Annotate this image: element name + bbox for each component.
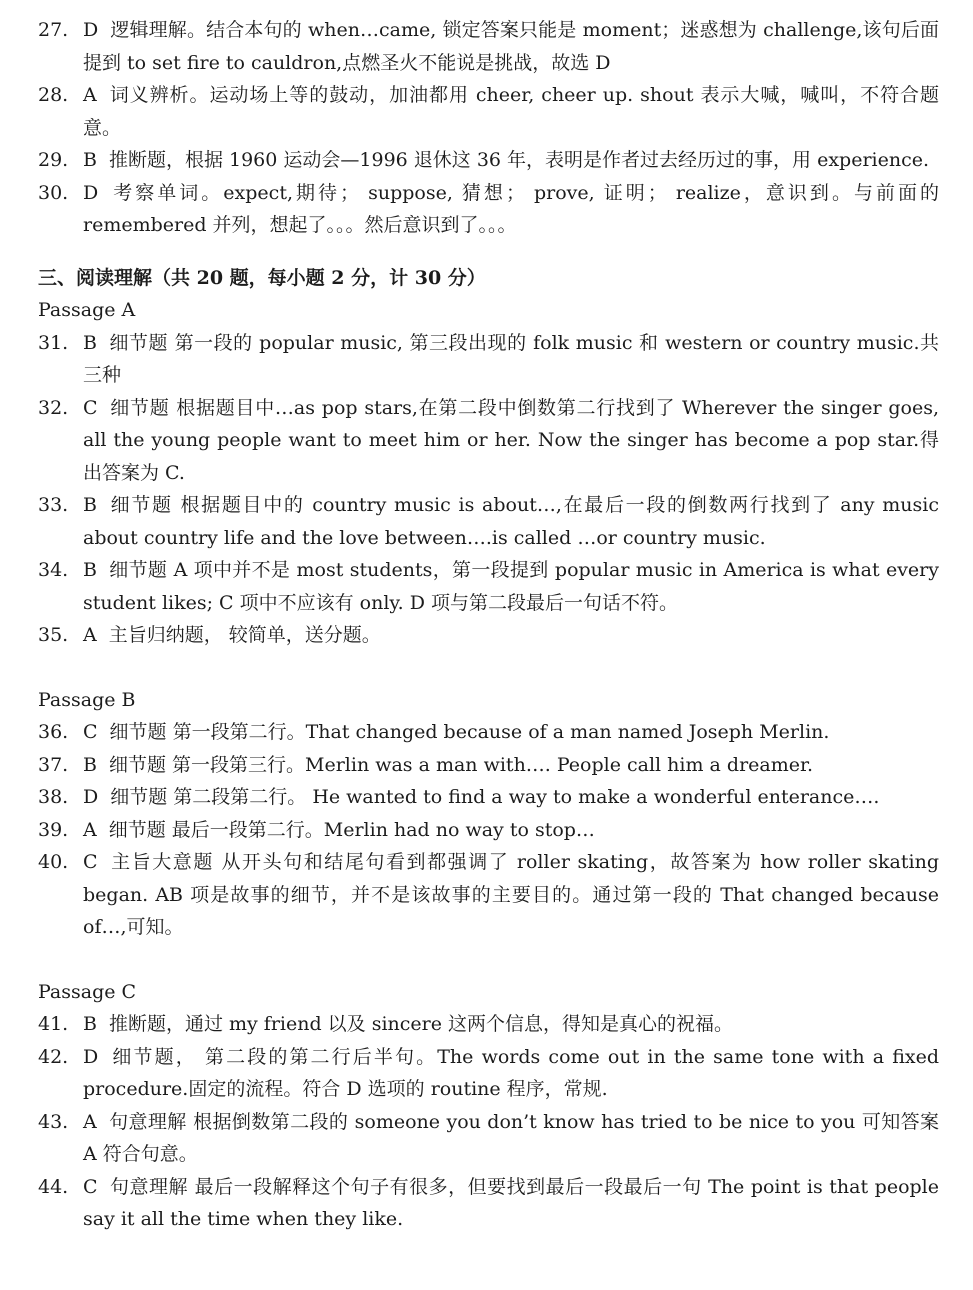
question-number: 33. bbox=[38, 494, 69, 516]
answer-letter: D bbox=[83, 19, 99, 41]
answer-letter: D bbox=[83, 786, 99, 808]
answer-item bbox=[0, 79, 973, 144]
answer-letter: A bbox=[83, 84, 97, 106]
answer-letter: A bbox=[83, 1110, 97, 1133]
answer-letter: D bbox=[83, 181, 99, 204]
answer-letter: C bbox=[83, 396, 98, 419]
answer-item bbox=[0, 814, 973, 847]
answer-item bbox=[0, 1171, 973, 1236]
question-number: 35. bbox=[38, 624, 69, 646]
answer-letter: C bbox=[83, 851, 98, 873]
explanation: 考察单词。expect,期待； suppose, 猜想； prove, 证明； realize，意识到。与前面的 remembered 并列，想起了。。。然后意识到了。。。 bbox=[83, 181, 939, 236]
explanation: 细节题 根据题目中的 country music is about…,在最后一段的倒数两行找到了 any music about country life and the love between….is called …or country music. bbox=[83, 494, 939, 549]
question-number: 37. bbox=[38, 753, 69, 776]
answer-letter: C bbox=[83, 721, 98, 743]
answer-item bbox=[0, 1041, 973, 1106]
answer-item bbox=[0, 716, 973, 749]
explanation: 主旨归纳题， 较简单，送分题。 bbox=[108, 624, 381, 646]
question-number: 41. bbox=[38, 1013, 69, 1035]
explanation: 细节题 最后一段第二行。Merlin had no way to stop… bbox=[108, 818, 595, 841]
question-number: 38. bbox=[38, 786, 69, 808]
answer-item bbox=[0, 846, 973, 944]
answer-letter: B bbox=[83, 149, 97, 171]
answer-letter: A bbox=[83, 624, 97, 646]
explanation: 推断题，通过 my friend 以及 sincere 这两个信息，得知是真心的祝福。 bbox=[108, 1013, 734, 1035]
answer-letter: B bbox=[83, 559, 97, 581]
question-number: 31. bbox=[38, 331, 69, 354]
explanation: 逻辑理解。结合本句的 when…came, 锁定答案只能是 moment；迷惑想为 challenge,该句后面提到 to set fire to cauldron,点燃圣火不能说是挑战，故选 D bbox=[83, 19, 939, 74]
explanation: 细节题 第二段第二行。 He wanted to find a way to make a wonderful enterance…. bbox=[110, 786, 880, 808]
explanation: 词义辨析。运动场上等的鼓动，加油都用 cheer, cheer up. shout 表示大喊，喊叫，不符合题意。 bbox=[83, 84, 939, 139]
answer-item bbox=[0, 781, 973, 814]
passage-b-answers bbox=[0, 716, 973, 944]
question-number: 40. bbox=[38, 851, 69, 873]
answer-item bbox=[0, 554, 973, 619]
answer-item bbox=[0, 327, 973, 392]
question-number: 32. bbox=[38, 396, 69, 419]
explanation: 推断题，根据 1960 运动会—1996 退休这 36 年，表明是作者过去经历过的事，用 experience. bbox=[108, 149, 930, 171]
question-number: 43. bbox=[38, 1110, 69, 1133]
answer-item bbox=[0, 1008, 973, 1041]
answer-letter: C bbox=[83, 1175, 98, 1198]
explanation: 主旨大意题 从开头句和结尾句看到都强调了 roller skating，故答案为 how roller skating began. AB 项是故事的细节，并不是该故事的主要目的。通过第一段的 That changed because of…,可知。 bbox=[83, 851, 939, 938]
answer-letter: B bbox=[83, 331, 97, 354]
passage-a-label: Passage A bbox=[38, 299, 136, 321]
passage-c-label: Passage C bbox=[38, 980, 137, 1003]
question-number: 29. bbox=[38, 149, 69, 171]
answer-item bbox=[0, 14, 973, 79]
answer-letter: B bbox=[83, 1013, 97, 1035]
explanation: 细节题 根据题目中…as pop stars,在第二段中倒数第二行找到了 Wherever the singer goes, all the young people want to meet him or her. Now the singer has become a pop star.得出答案为 C. bbox=[83, 396, 939, 484]
question-number: 27. bbox=[38, 19, 69, 41]
question-number: 42. bbox=[38, 1045, 69, 1068]
answer-item bbox=[0, 1106, 973, 1171]
answer-letter: B bbox=[83, 753, 97, 776]
answer-item bbox=[0, 144, 973, 177]
answer-letter: B bbox=[83, 494, 97, 516]
explanation: 细节题 A 项中并不是 most students，第一段提到 popular music in America is what every student likes; C 项中不应该有 only. D 项与第二段最后一句话不符。 bbox=[83, 559, 939, 614]
answer-key-page bbox=[0, 14, 973, 1236]
question-number: 34. bbox=[38, 559, 69, 581]
passage-b-label: Passage B bbox=[38, 688, 136, 711]
explanation: 句意理解 根据倒数第二段的 someone you don’t know has tried to be nice to you 可知答案 A 符合句意。 bbox=[83, 1110, 939, 1165]
passage-a-answers bbox=[0, 327, 973, 652]
question-number: 44. bbox=[38, 1175, 69, 1198]
question-number: 28. bbox=[38, 84, 69, 106]
explanation: 句意理解 最后一段解释这个句子有很多，但要找到最后一段最后一句 The point is that people say it all the time when they like. bbox=[83, 1175, 939, 1230]
answer-item bbox=[0, 619, 973, 652]
answer-item bbox=[0, 489, 973, 554]
answer-letter: D bbox=[83, 1045, 99, 1068]
explanation: 细节题 第一段的 popular music, 第三段出现的 folk music 和 western or country music.共三种 bbox=[83, 331, 939, 386]
question-number: 39. bbox=[38, 818, 69, 841]
answer-item bbox=[0, 177, 973, 242]
passage-c-answers bbox=[0, 1008, 973, 1236]
answer-item bbox=[0, 392, 973, 490]
explanation: 细节题 第一段第三行。Merlin was a man with…. People call him a dreamer. bbox=[108, 753, 814, 776]
question-number: 30. bbox=[38, 181, 69, 204]
explanation: 细节题 第一段第二行。That changed because of a man named Joseph Merlin. bbox=[109, 721, 830, 743]
answer-item bbox=[0, 749, 973, 782]
part-two-answers bbox=[0, 14, 973, 242]
section-title: 三、阅读理解（共 20 题，每小题 2 分，计 30 分） bbox=[38, 266, 486, 289]
question-number: 36. bbox=[38, 721, 69, 743]
answer-letter: A bbox=[83, 818, 97, 841]
explanation: 细节题， 第二段的第二行后半句。The words come out in the same tone with a fixed procedure.固定的流程。符合 D 选项的 routine 程序，常规. bbox=[83, 1045, 939, 1100]
